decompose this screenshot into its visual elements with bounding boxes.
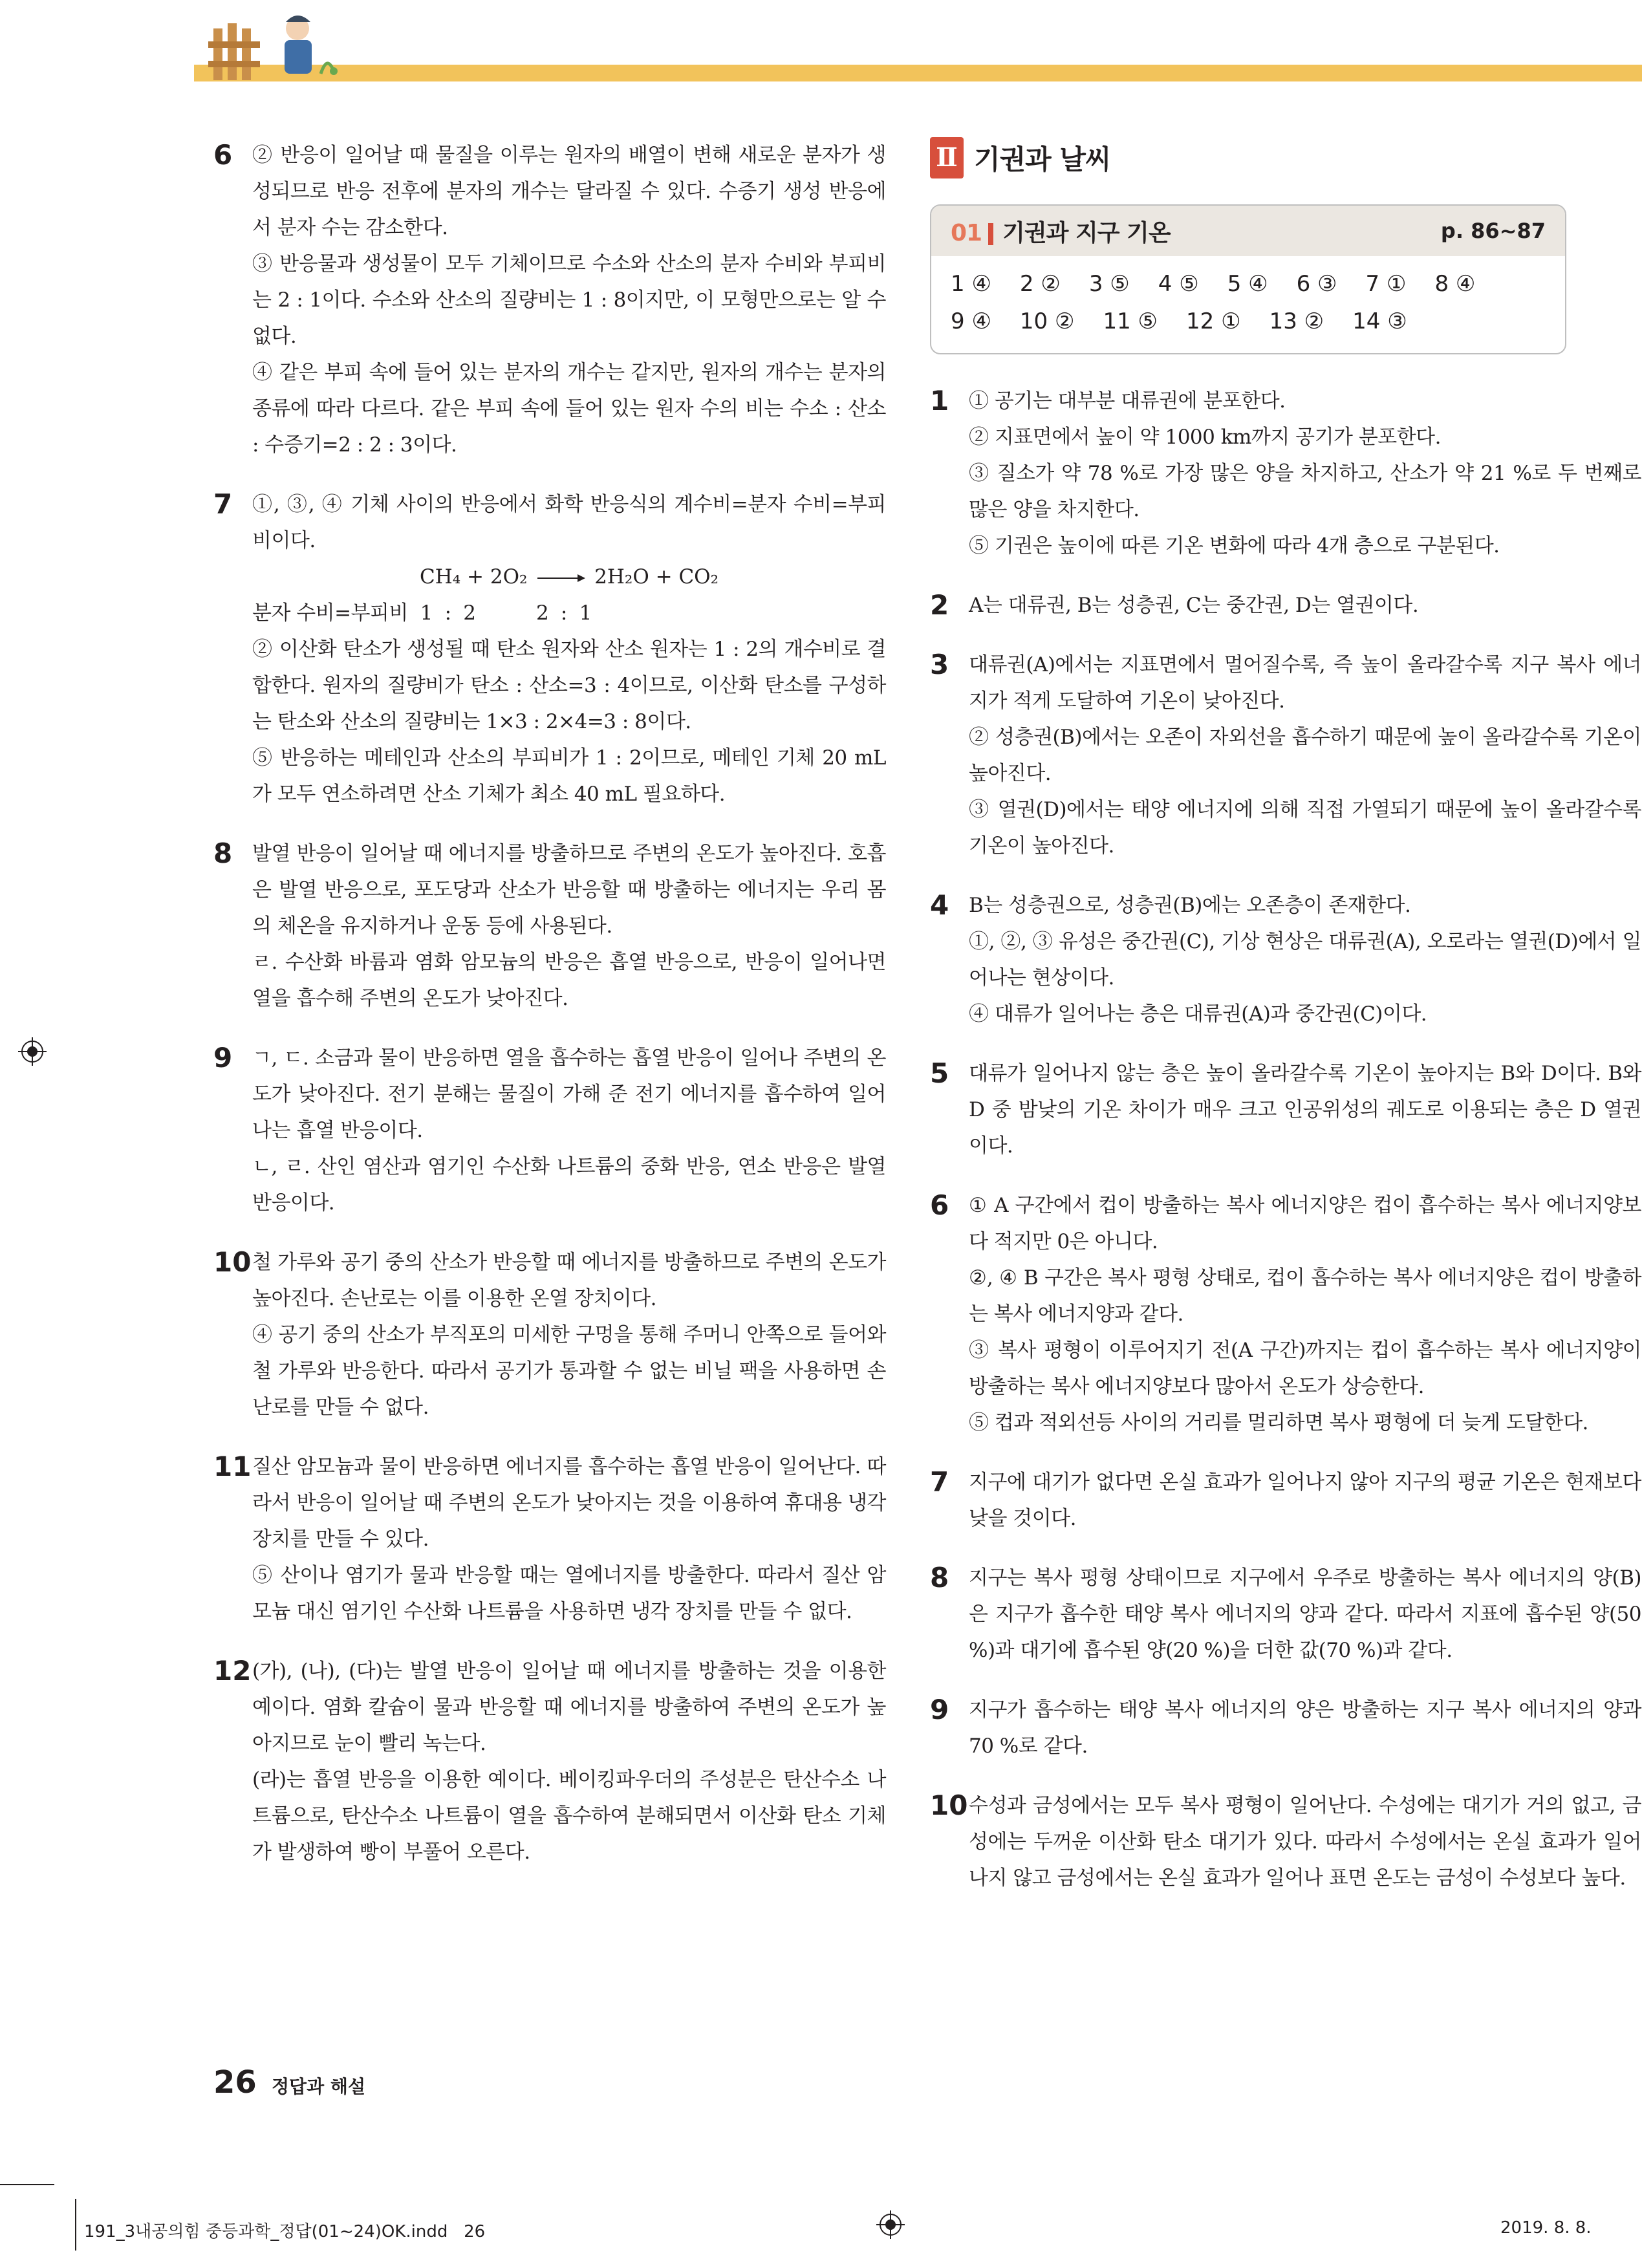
explanation-item <box>930 887 1641 1032</box>
item-number: 10 <box>930 1789 968 1821</box>
explanation-text: 지구에 대기가 없다면 온실 효과가 일어나지 않아 지구의 평균 기온은 현재보다 낮을 것이다. <box>969 1471 1641 1530</box>
explanation-item <box>213 486 886 812</box>
explanation-text: ①, ③, ④ 기체 사이의 반응에서 화학 반응식의 계수비=분자 수비=부피비이다. <box>252 493 886 552</box>
answer-key-header <box>931 206 1565 256</box>
explanation-text: ㄹ. 수산화 바륨과 염화 암모늄의 반응은 흡열 반응으로, 반응이 일어나면 열을 흡수해 주변의 온도가 낮아진다. <box>252 951 886 1010</box>
explanation-item <box>930 1055 1641 1164</box>
item-number: 10 <box>213 1246 252 1278</box>
lesson-title: 기권과 지구 기온 <box>1002 219 1171 246</box>
page-number: 26 <box>213 2064 257 2101</box>
gardener-fence-illustration <box>200 9 356 87</box>
explanation-text: (라)는 흡열 반응을 이용한 예이다. 베이킹파우더의 주성분은 탄산수소 나트륨으로, 탄산수소 나트륨이 열을 흡수하여 분해되면서 이산화 탄소 기체가 발생하여 빵이 부풀어 오른다. <box>252 1768 886 1864</box>
explanation-item <box>930 1787 1641 1896</box>
item-number: 8 <box>213 837 233 869</box>
explanation-text: ① A 구간에서 컵이 방출하는 복사 에너지양은 컵이 흡수하는 복사 에너지양보다 적지만 0은 아니다. <box>969 1194 1641 1253</box>
explanation-item <box>213 1244 886 1425</box>
explanation-item <box>213 836 886 1017</box>
equation-products: 2H₂O + CO₂ <box>594 565 718 589</box>
explanation-item <box>930 1464 1641 1537</box>
answer-entry: 5 ④ <box>1227 271 1268 297</box>
answer-entry: 12 ① <box>1186 308 1241 334</box>
explanation-text: 질산 암모늄과 물이 반응하면 에너지를 흡수하는 흡열 반응이 일어난다. 따라서 반응이 일어날 때 주변의 온도가 낮아지는 것을 이용하여 휴대용 냉각 장치를 만들 수 있다. <box>252 1455 886 1551</box>
answer-entry: 1 ④ <box>951 271 991 297</box>
explanation-text: ③ 복사 평형이 이루어지기 전(A 구간)까지는 컵이 흡수하는 복사 에너지양이 방출하는 복사 에너지양보다 많아서 온도가 상승한다. <box>969 1339 1641 1398</box>
explanation-text: ㄱ, ㄷ. 소금과 물이 반응하면 열을 흡수하는 흡열 반응이 일어나 주변의 온도가 낮아진다. 전기 분해는 물질이 가해 준 전기 에너지를 흡수하여 일어나는 흡열 반응이다. <box>252 1046 886 1142</box>
section-title: 기권과 날씨 <box>974 144 1111 175</box>
explanation-text: ⑤ 컵과 적외선등 사이의 거리를 멀리하면 복사 평형에 더 늦게 도달한다. <box>969 1411 1588 1434</box>
explanation-text: A는 대류권, B는 성층권, C는 중간권, D는 열권이다. <box>969 594 1419 617</box>
left-column <box>213 137 886 1894</box>
explanation-text: ③ 질소가 약 78 %로 가장 많은 양을 차지하고, 산소가 약 21 %로 두 번째로 많은 양을 차지한다. <box>969 462 1641 521</box>
answer-key-body <box>931 256 1565 353</box>
explanation-text: 지구는 복사 평형 상태이므로 지구에서 우주로 방출하는 복사 에너지의 양(B)은 지구가 흡수한 태양 복사 에너지의 양과 같다. 따라서 지표에 흡수된 양(50 %)과 대기에 흡수된 양(20 %)을 더한 값(70 %)과 같다. <box>969 1566 1641 1662</box>
item-number: 12 <box>213 1655 252 1687</box>
explanation-item <box>930 1692 1641 1764</box>
item-number: 4 <box>930 889 949 921</box>
explanation-text: ③ 열권(D)에서는 태양 에너지에 의해 직접 가열되기 때문에 높이 올라갈수록 기온이 높아진다. <box>969 798 1641 858</box>
answer-entry: 3 ⑤ <box>1088 271 1130 297</box>
explanation-text: ② 성층권(B)에서는 오존이 자외선을 흡수하기 때문에 높이 올라갈수록 기온이 높아진다. <box>969 726 1641 785</box>
answer-entry: 4 ⑤ <box>1158 271 1199 297</box>
explanation-text: ⑤ 산이나 염기가 물과 반응할 때는 열에너지를 방출한다. 따라서 질산 암모늄 대신 염기인 수산화 나트륨을 사용하면 냉각 장치를 만들 수 없다. <box>252 1564 886 1623</box>
explanation-item <box>930 383 1641 564</box>
item-number: 2 <box>930 589 949 621</box>
explanation-text: ④ 대류가 일어나는 층은 대류권(A)과 중간권(C)이다. <box>969 1002 1427 1026</box>
item-number: 5 <box>930 1057 949 1089</box>
explanation-text: ① 공기는 대부분 대류권에 분포한다. <box>969 389 1286 413</box>
answer-row <box>951 303 1546 340</box>
item-number: 11 <box>213 1451 252 1482</box>
item-number: 7 <box>213 488 233 520</box>
explanation-text: ⑤ 기권은 높이에 따른 기온 변화에 따라 4개 층으로 구분된다. <box>969 534 1500 557</box>
answer-row <box>951 265 1546 303</box>
explanation-item <box>930 1187 1641 1441</box>
explanation-item <box>930 587 1641 623</box>
item-number: 9 <box>930 1694 949 1725</box>
explanation-text: 철 가루와 공기 중의 산소가 반응할 때 에너지를 방출하므로 주변의 온도가 높아진다. 손난로는 이를 이용한 온열 장치이다. <box>252 1251 886 1310</box>
item-number: 8 <box>930 1562 949 1593</box>
item-number: 9 <box>213 1042 233 1074</box>
explanation-text: ③ 반응물과 생성물이 모두 기체이므로 수소와 산소의 분자 수비와 부피비는 2 : 1이다. 수소와 산소의 질량비는 1 : 8이지만, 이 모형만으로는 알 수 없다. <box>252 252 886 348</box>
answer-entry: 2 ② <box>1019 271 1061 297</box>
explanation-text: ②, ④ B 구간은 복사 평형 상태로, 컵이 흡수하는 복사 에너지양은 컵이 방출하는 복사 에너지양과 같다. <box>969 1266 1641 1326</box>
print-slug: 191_3내공의힘 중등과학_정답(01~24)OK.indd 26 <box>84 2222 486 2241</box>
explanation-item <box>213 1040 886 1221</box>
answer-entry: 13 ② <box>1269 308 1324 334</box>
equation-reactants: CH₄ + 2O₂ <box>420 565 528 589</box>
item-number: 6 <box>213 139 233 171</box>
explanation-text: ② 지표면에서 높이 약 1000 km까지 공기가 분포한다. <box>969 426 1441 449</box>
ratio-line: 분자 수비=부피비 1 : 2 2 : 1 <box>252 601 592 625</box>
item-number: 3 <box>930 649 949 680</box>
registration-mark-icon <box>18 1037 47 1066</box>
explanation-item <box>213 137 886 463</box>
print-date: 2019. 8. 8. <box>1500 2218 1592 2238</box>
answer-entry: 14 ③ <box>1352 308 1407 334</box>
header-stripe <box>194 65 1642 81</box>
answer-entry: 10 ② <box>1019 308 1075 334</box>
explanation-item <box>930 647 1641 864</box>
answer-entry: 11 ⑤ <box>1103 308 1158 334</box>
answer-entry: 8 ④ <box>1434 271 1476 297</box>
chemical-equation <box>252 559 886 595</box>
item-number: 7 <box>930 1466 949 1498</box>
explanation-text: ④ 같은 부피 속에 들어 있는 분자의 개수는 같지만, 원자의 개수는 분자의 종류에 따라 다르다. 같은 부피 속에 들어 있는 원자 수의 비는 수소 : 산소 : 수증기=2 : 2 : 3이다. <box>252 361 886 457</box>
answer-entry: 7 ① <box>1365 271 1407 297</box>
explanation-text: ④ 공기 중의 산소가 부직포의 미세한 구멍을 통해 주머니 안쪽으로 들어와 철 가루와 반응한다. 따라서 공기가 통과할 수 없는 비닐 팩을 사용하면 손난로를 만들 수 없다. <box>252 1323 886 1419</box>
explanation-text: 지구가 흡수하는 태양 복사 에너지의 양은 방출하는 지구 복사 에너지의 양과 70 %로 같다. <box>969 1698 1641 1758</box>
explanation-text: 대류권(A)에서는 지표면에서 멀어질수록, 즉 높이 올라갈수록 지구 복사 에너지가 적게 도달하여 기온이 낮아진다. <box>969 653 1641 713</box>
explanation-text: 발열 반응이 일어날 때 에너지를 방출하므로 주변의 온도가 높아진다. 호흡은 발열 반응으로, 포도당과 산소가 반응할 때 방출하는 에너지는 우리 몸의 체온을 유지하거나 운동 등에 사용된다. <box>252 842 886 938</box>
crop-mark <box>0 2184 54 2185</box>
page-range: p. 86~87 <box>1440 219 1546 243</box>
crop-mark <box>75 2199 76 2251</box>
explanation-item <box>213 1653 886 1870</box>
footer-label: 정답과 해설 <box>272 2076 365 2097</box>
explanation-item <box>213 1449 886 1630</box>
lesson-divider <box>988 223 993 245</box>
explanation-text: ② 이산화 탄소가 생성될 때 탄소 원자와 산소 원자는 1 : 2의 개수비로 결합한다. 원자의 질량비가 탄소 : 산소=3 : 4이므로, 이산화 탄소를 구성하는 탄소와 산소의 질량비는 1×3 : 2×4=3 : 8이다. <box>252 638 886 733</box>
reaction-arrow-icon <box>537 578 584 579</box>
lesson-number: 01 <box>951 219 982 246</box>
explanation-text: ①, ②, ③ 유성은 중간권(C), 기상 현상은 대류권(A), 오로라는 열권(D)에서 일어나는 현상이다. <box>969 930 1641 989</box>
explanation-text: ㄴ, ㄹ. 산인 염산과 염기인 수산화 나트륨의 중화 반응, 연소 반응은 발열 반응이다. <box>252 1155 886 1215</box>
right-column <box>930 137 1641 1919</box>
explanation-text: 수성과 금성에서는 모두 복사 평형이 일어난다. 수성에는 대기가 거의 없고, 금성에는 두꺼운 이산화 탄소 대기가 있다. 따라서 수성에서는 온실 효과가 일어나지 않고 금성에서는 온실 효과가 일어나 표면 온도는 금성이 수성보다 높다. <box>969 1794 1641 1890</box>
item-number: 6 <box>930 1189 949 1221</box>
section-heading <box>930 137 1641 178</box>
item-number: 1 <box>930 385 949 416</box>
lesson-title-group <box>951 215 1171 248</box>
answer-entry: 9 ④ <box>951 308 991 334</box>
answer-key-box <box>930 204 1566 354</box>
explanation-text: B는 성층권으로, 성층권(B)에는 오존층이 존재한다. <box>969 894 1411 917</box>
section-number-badge: Ⅱ <box>930 137 964 178</box>
explanation-text: ⑤ 반응하는 메테인과 산소의 부피비가 1 : 2이므로, 메테인 기체 20 mL가 모두 연소하려면 산소 기체가 최소 40 mL 필요하다. <box>252 746 886 806</box>
registration-mark-icon <box>876 2210 905 2239</box>
explanation-text: 대류가 일어나지 않는 층은 높이 올라갈수록 기온이 높아지는 B와 D이다. B와 D 중 밤낮의 기온 차이가 매우 크고 인공위성의 궤도로 이용되는 층은 D 열권이다. <box>969 1062 1641 1158</box>
explanation-text: (가), (나), (다)는 발열 반응이 일어날 때 에너지를 방출하는 것을 이용한 예이다. 염화 칼슘이 물과 반응할 때 에너지를 방출하여 주변의 온도가 높아지므로 눈이 빨리 녹는다. <box>252 1659 886 1755</box>
explanation-item <box>930 1560 1641 1669</box>
explanation-text: ② 반응이 일어날 때 물질을 이루는 원자의 배열이 변해 새로운 분자가 생성되므로 반응 전후에 분자의 개수는 달라질 수 있다. 수증기 생성 반응에서 분자 수는 감소한다. <box>252 144 886 239</box>
answer-entry: 6 ③ <box>1296 271 1337 297</box>
